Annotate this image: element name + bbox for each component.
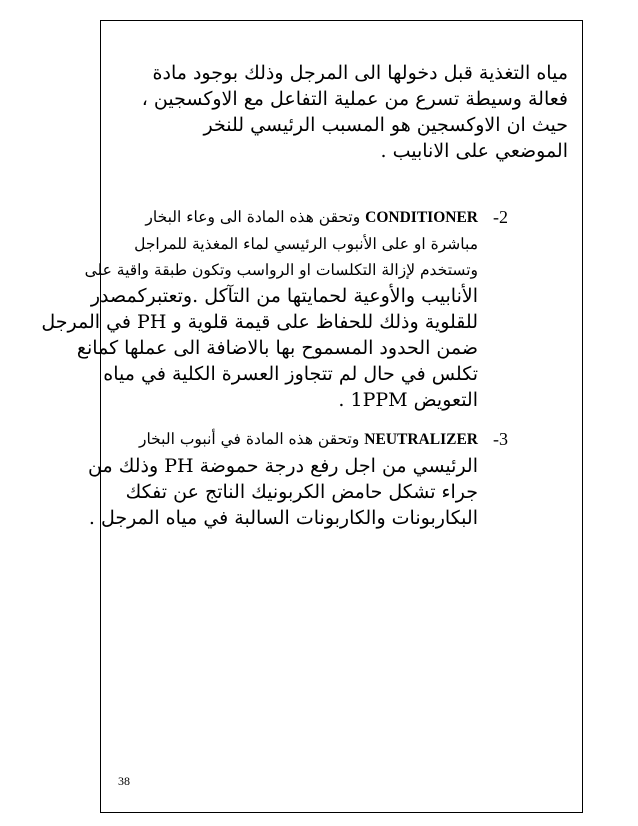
item-term: CONDITIONER (365, 209, 478, 226)
intro-line: مياه التغذية قبل دخولها الى المرجل وذلك بوجود مادة (152, 62, 568, 84)
item-line: ضمن الحدود المسموح بها بالاضافة الى عملها كمانع (76, 337, 478, 359)
item-number: -2 (493, 207, 508, 227)
item-line: جراء تشكل حامض الكربونيك الناتج عن تفكك (125, 481, 478, 503)
item-neutralizer (88, 426, 478, 531)
item-line: الأنابيب والأوعية لحمايتها من التآكل .وتعتبركمصدر (90, 285, 478, 307)
item-line: البكاربونات والكاربونات السالبة في مياه المرجل . (88, 507, 478, 529)
item-term: NEUTRALIZER (364, 431, 478, 448)
item-line: تكلس في حال لم تتجاوز العسرة الكلية في مياه (103, 363, 478, 385)
item-heading-text: وتحقن هذه المادة الى وعاء البخار (145, 208, 361, 226)
intro-line: حيث ان الاوكسجين هو المسبب الرئيسي للنخر (203, 114, 568, 136)
item-line: مباشرة او على الأنبوب الرئيسي لماء المغذية للمراجل (134, 235, 478, 253)
item-heading-text: وتحقن هذه المادة في أنبوب البخار (138, 430, 360, 448)
page-number: 38 (118, 774, 130, 788)
item-line: للقلوية وذلك للحفاظ على قيمة قلوية و PH في المرجل (41, 311, 478, 333)
item-heading (41, 204, 478, 231)
intro-line: الموضعي على الانابيب . (380, 140, 568, 162)
item-line: وتستخدم لإزالة التكلسات او الرواسب وتكون طبقة واقية على (84, 261, 478, 279)
item-line: التعويض 1PPM . (338, 389, 478, 411)
intro-paragraph (142, 60, 568, 164)
item-line: الرئيسي من اجل رفع درجة حموضة PH وذلك من (88, 455, 478, 477)
item-heading (88, 426, 478, 453)
intro-line: فعالة وسيطة تسرع من عملية التفاعل مع الاوكسجين ، (141, 88, 568, 110)
item-conditioner (41, 204, 478, 413)
item-number: -3 (493, 429, 508, 449)
